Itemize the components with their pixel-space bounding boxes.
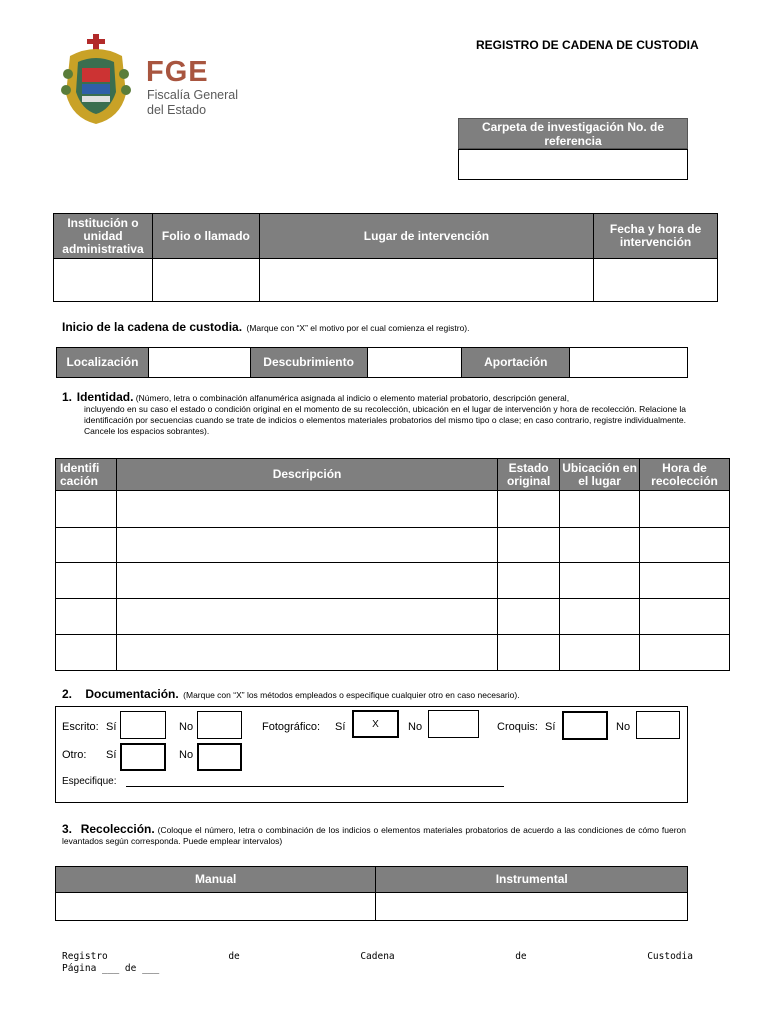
col-estado-original: Estado original — [498, 459, 560, 491]
recoleccion-title: Recolección. — [80, 822, 155, 836]
ubicacion-cell[interactable] — [560, 599, 640, 635]
escrito-si-label: Sí — [106, 721, 117, 733]
descripcion-cell[interactable] — [116, 563, 497, 599]
intervention-table — [53, 213, 718, 302]
table-row — [56, 563, 730, 599]
estado-cell[interactable] — [498, 528, 560, 563]
seal-logo — [60, 34, 132, 126]
brand-line-2: del Estado — [147, 103, 207, 117]
escrito-label: Escrito: — [62, 721, 99, 733]
identidad-intro — [62, 392, 686, 437]
lugar-cell[interactable] — [259, 259, 593, 302]
identificacion-cell[interactable] — [56, 528, 117, 563]
hora-cell[interactable] — [640, 599, 730, 635]
table-row — [56, 635, 730, 671]
folio-cell[interactable] — [152, 259, 259, 302]
option-localizacion: Localización — [57, 348, 149, 378]
col-manual: Manual — [56, 867, 376, 893]
table-row — [56, 491, 730, 528]
col-folio: Folio o llamado — [152, 214, 259, 259]
ubicacion-cell[interactable] — [560, 528, 640, 563]
institucion-cell[interactable] — [54, 259, 153, 302]
identificacion-cell[interactable] — [56, 635, 117, 671]
estado-cell[interactable] — [498, 563, 560, 599]
col-identificacion: Identifi cación — [56, 459, 117, 491]
escrito-no-label: No — [179, 721, 194, 733]
especifique-label: Especifique: — [62, 776, 117, 787]
documentacion-title: Documentación. — [85, 687, 179, 701]
escrito-no-checkbox[interactable] — [197, 711, 242, 739]
identidad-number: 1. — [62, 390, 73, 404]
manual-cell[interactable] — [56, 893, 376, 921]
otro-label: Otro: — [62, 749, 87, 761]
recoleccion-number: 3. — [62, 822, 73, 836]
brand-line-1: Fiscalía General — [147, 88, 239, 102]
col-hora-recoleccion: Hora de recolección — [640, 459, 730, 491]
fotografico-si-label: Sí — [335, 721, 346, 733]
croquis-label: Croquis: — [497, 721, 538, 733]
inicio-note: (Marque con “X” el motivo por el cual comienza el registro). — [246, 323, 470, 333]
page-counter: Página ___ de ___ — [62, 963, 160, 974]
descripcion-cell[interactable] — [116, 635, 497, 671]
croquis-si-label: Sí — [545, 721, 556, 733]
inicio-title: Inicio de la cadena de custodia. — [62, 320, 243, 334]
recoleccion-note: (Coloque el número, letra o combinación de los indicios o elementos materiales probatorios de acuerdo a las condiciones de cómo fueron levantados según corresponda. Puede emplear intervalos) — [62, 825, 686, 846]
footer-word: Cadena — [360, 951, 395, 962]
otro-no-checkbox[interactable] — [197, 743, 242, 771]
documentacion-note: (Marque con “X” los métodos empleados o especifique cualquier otro en caso necesario). — [183, 690, 520, 700]
croquis-no-checkbox[interactable] — [636, 711, 680, 739]
table-row — [56, 528, 730, 563]
inicio-options-table — [56, 347, 688, 378]
col-fecha-hora: Fecha y hora de intervención — [594, 214, 718, 259]
identidad-title: Identidad. — [76, 390, 134, 404]
identidad-note-rest: incluyendo en su caso el estado o condición original en el momento de su recolección, ubicación en el lugar de intervención y hora de recolección. Relacione la identificación por secuencias cuando se trate de indicios o elementos materiales probatorios del mismo tipo o clase; en caso contrario, registre individualmente. Cancele los espacios sobrantes). — [84, 404, 686, 436]
recoleccion-intro — [62, 824, 686, 847]
descripcion-cell[interactable] — [116, 491, 497, 528]
identidad-table — [55, 458, 730, 671]
estado-cell[interactable] — [498, 599, 560, 635]
footer-word: de — [515, 951, 527, 962]
identidad-note-first: (Número, letra o combinación alfanumérica asignada al indicio o elemento material probatorio, descripción general, — [135, 393, 570, 403]
hora-cell[interactable] — [640, 563, 730, 599]
fotografico-label: Fotográfico: — [262, 721, 321, 733]
option-aportacion: Aportación — [462, 348, 570, 378]
table-row — [56, 599, 730, 635]
hora-cell[interactable] — [640, 635, 730, 671]
documentacion-heading — [62, 685, 520, 703]
hora-cell[interactable] — [640, 528, 730, 563]
ubicacion-cell[interactable] — [560, 491, 640, 528]
escrito-si-checkbox[interactable] — [120, 711, 166, 739]
footer-word: de — [228, 951, 240, 962]
documentacion-number: 2. — [62, 687, 73, 701]
descripcion-cell[interactable] — [116, 528, 497, 563]
identificacion-cell[interactable] — [56, 563, 117, 599]
especifique-field[interactable] — [126, 786, 504, 787]
croquis-no-label: No — [616, 721, 631, 733]
descripcion-cell[interactable] — [116, 599, 497, 635]
descubrimiento-box[interactable] — [367, 348, 462, 378]
otro-si-checkbox[interactable] — [120, 743, 166, 771]
otro-si-label: Sí — [106, 749, 117, 761]
ubicacion-cell[interactable] — [560, 635, 640, 671]
hora-cell[interactable] — [640, 491, 730, 528]
identificacion-cell[interactable] — [56, 599, 117, 635]
carpeta-field[interactable] — [458, 149, 688, 180]
instrumental-cell[interactable] — [376, 893, 688, 921]
inicio-heading — [62, 318, 470, 336]
estado-cell[interactable] — [498, 635, 560, 671]
fotografico-si-checkbox[interactable] — [352, 710, 399, 738]
estado-cell[interactable] — [498, 491, 560, 528]
otro-no-label: No — [179, 749, 194, 761]
col-descripcion: Descripción — [116, 459, 497, 491]
localizacion-box[interactable] — [148, 348, 250, 378]
col-lugar: Lugar de intervención — [259, 214, 593, 259]
fotografico-no-checkbox[interactable] — [428, 710, 479, 738]
recoleccion-table — [55, 866, 688, 921]
identificacion-cell[interactable] — [56, 491, 117, 528]
croquis-si-checkbox[interactable] — [562, 711, 608, 740]
footer-line — [62, 951, 693, 962]
fotografico-no-label: No — [408, 721, 423, 733]
brand-acronym: FGE — [146, 56, 209, 88]
carpeta-label: Carpeta de investigación No. de referencia — [458, 118, 688, 149]
aportacion-box[interactable] — [570, 348, 688, 378]
footer-word: Registro — [62, 951, 108, 962]
fotografico-si-mark: X — [372, 718, 379, 730]
fecha-hora-cell[interactable] — [594, 259, 718, 302]
col-instrumental: Instrumental — [376, 867, 688, 893]
col-institucion: Institución o unidad administrativa — [54, 214, 153, 259]
footer-word: Custodia — [647, 951, 693, 962]
col-ubicacion: Ubicación en el lugar — [560, 459, 640, 491]
option-descubrimiento: Descubrimiento — [250, 348, 367, 378]
document-title: REGISTRO DE CADENA DE CUSTODIA — [476, 38, 699, 52]
ubicacion-cell[interactable] — [560, 563, 640, 599]
